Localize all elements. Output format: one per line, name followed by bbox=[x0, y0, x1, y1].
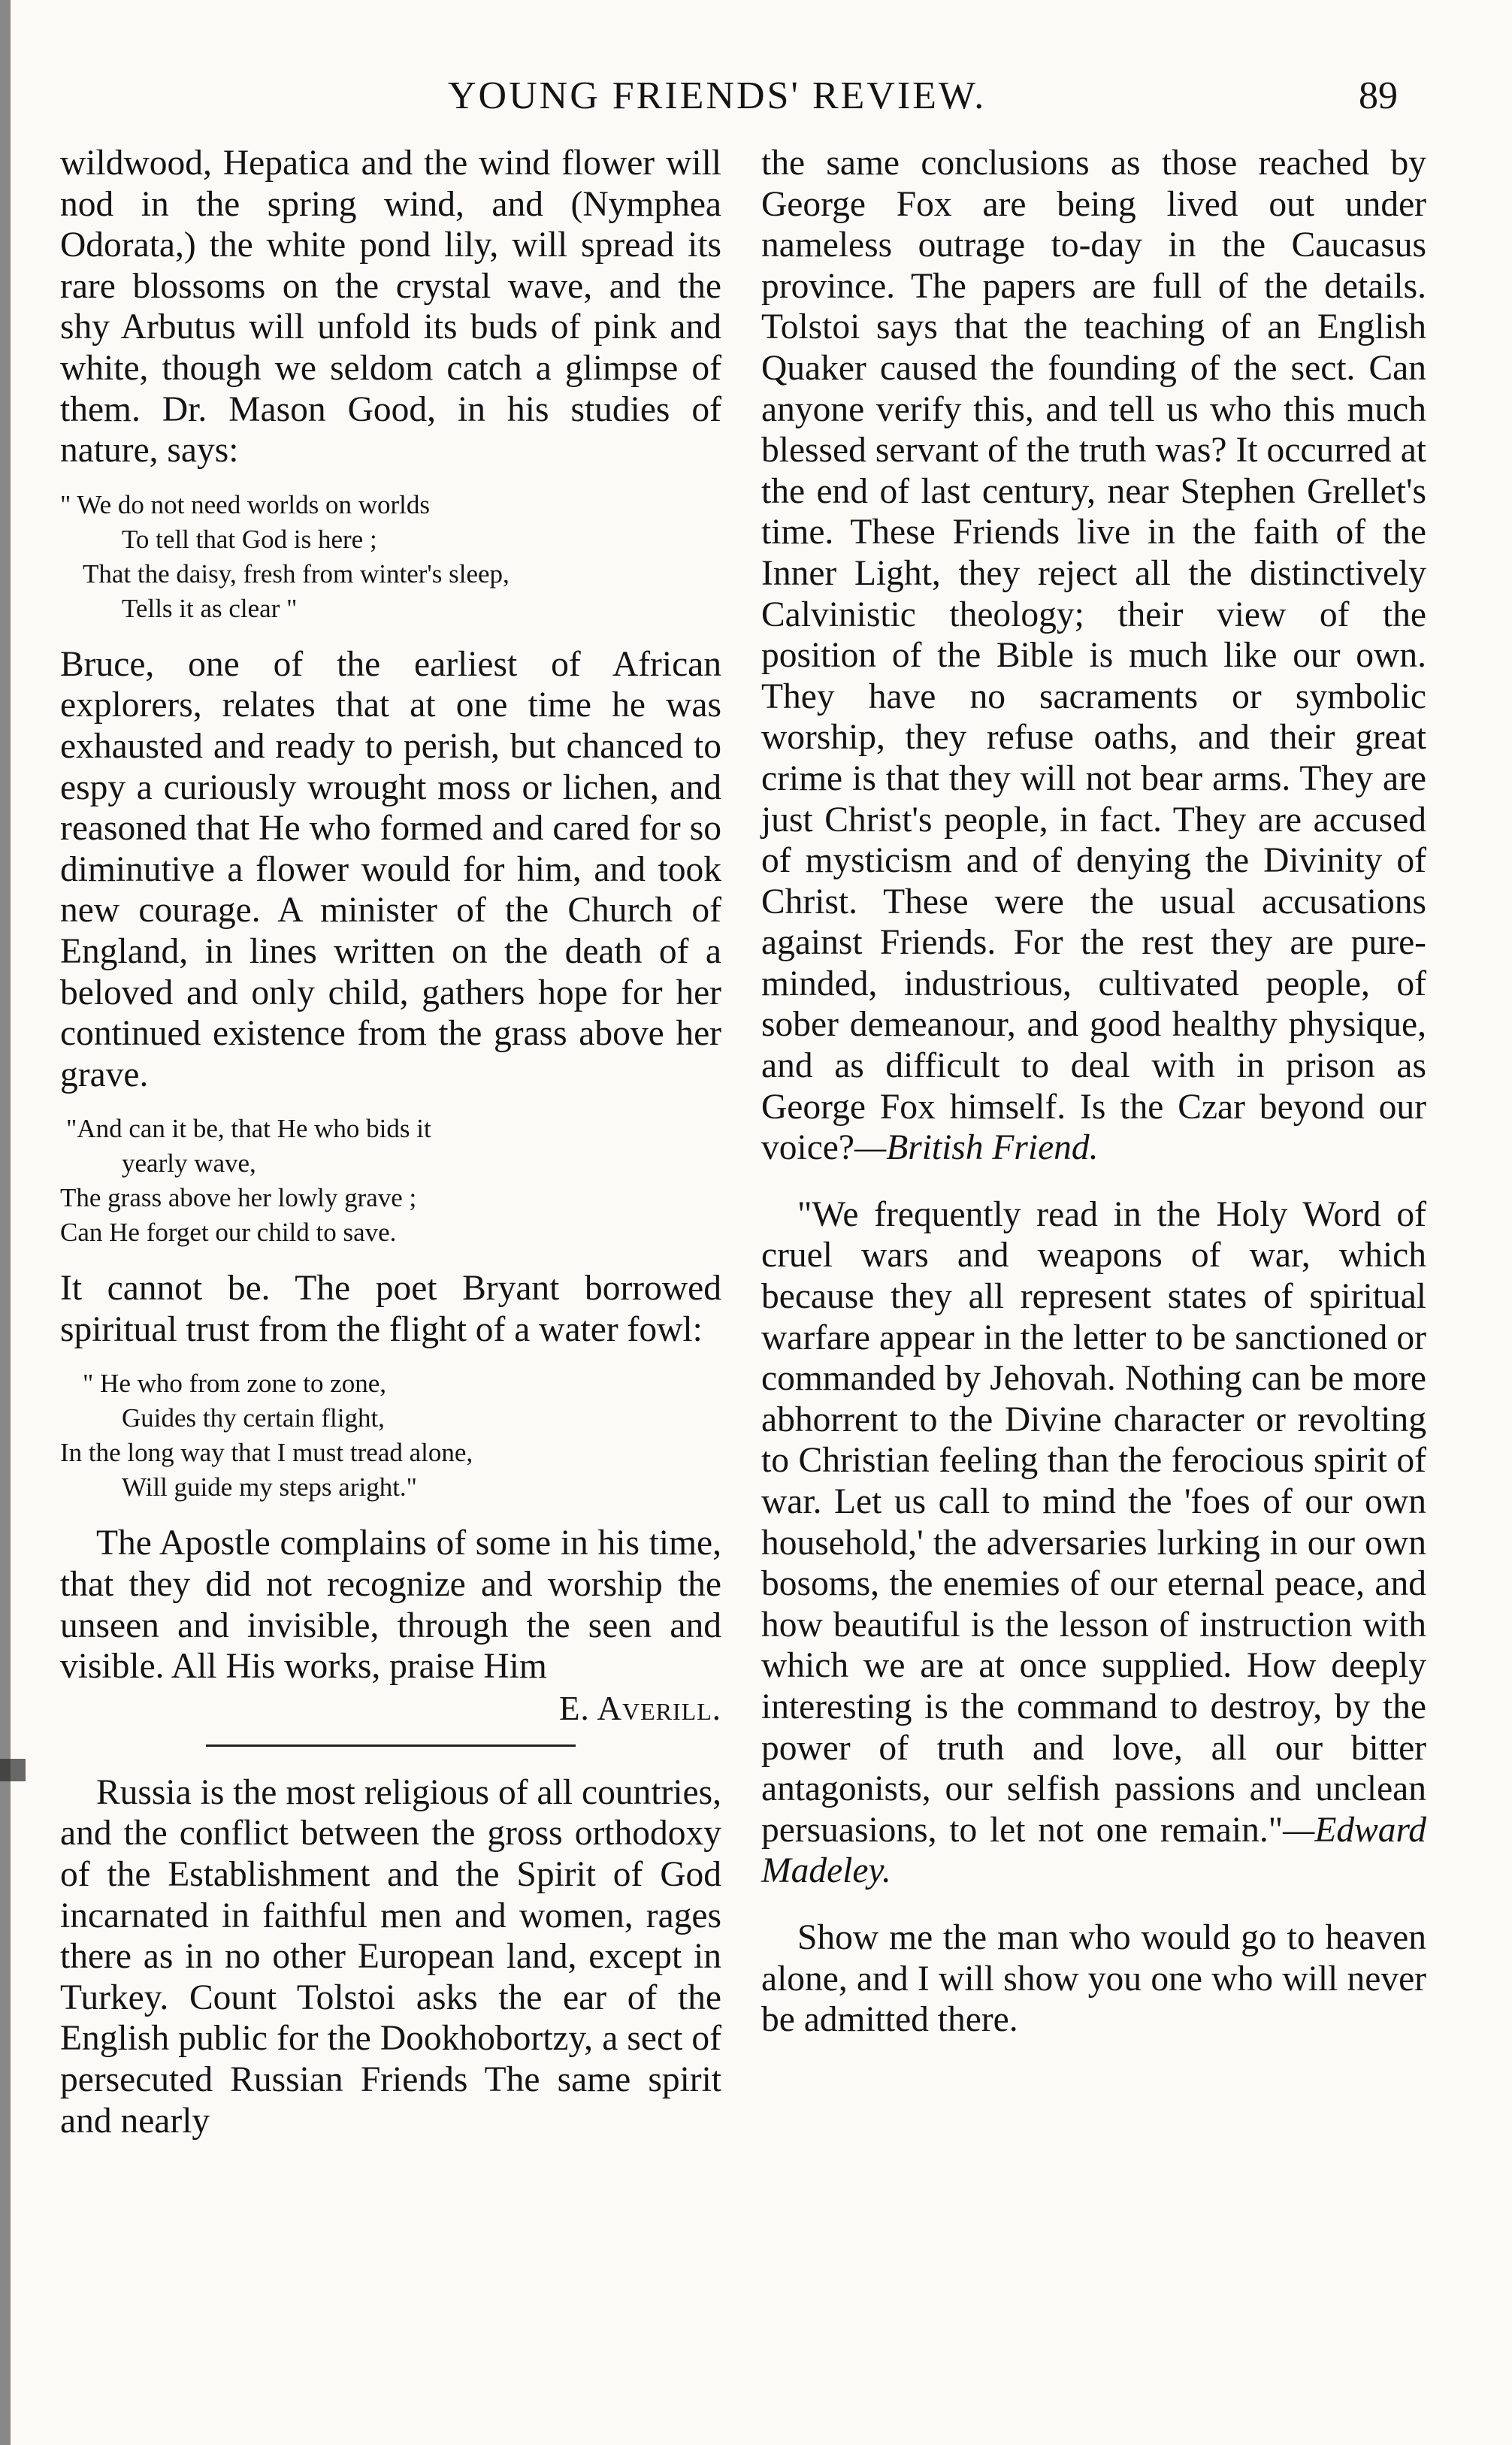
poem-line: "And can it be, that He who bids it bbox=[66, 1114, 431, 1144]
paragraph-text: "We frequently read in the Holy Word of cruel wars and weapons of war, which because they all represent states of spiritual warfare appear in the letter to be sanctioned or commanded by Jehovah. Nothing can be more abhorrent to the Divine character or revolting to Christian feeling than the ferocious spirit of war. Let us call to mind the 'foes of our own household,' the adversaries lurking in our own bosoms, the enemies of our eternal peace, and how beautiful is the lesson of instruction with which we are at once supplied. How deeply interesting is the command to destroy, by the power of truth and love, all our bitter antagonists, our selfish passions and unclean persuasions, to let not one remain." bbox=[761, 1194, 1426, 1850]
scan-binding-edge bbox=[0, 0, 11, 2445]
poem-line: The grass above her lowly grave ; bbox=[60, 1183, 417, 1213]
poem-line: That the daisy, fresh from winter's sleep, bbox=[83, 558, 510, 589]
poem-grave bbox=[60, 1112, 721, 1250]
source-attribution: —British Friend. bbox=[854, 1128, 1099, 1168]
paragraph-bryant: It cannot be. The poet Bryant borrowed spiritual trust from the flight of a water fowl: bbox=[60, 1269, 721, 1349]
poem-water-fowl bbox=[60, 1366, 721, 1505]
paragraph-dookhobortzy bbox=[761, 143, 1426, 1169]
paragraph-russia: Russia is the most religious of all countries, and the conflict between the gross orthodoxy of the Establishment and the Spirit of God incarnated in faithful men and women, rages there as in no other European land, except in Turkey. Count Tolstoi asks the ear of the English public for the Dookhobortzy, a sect of persecuted Russian Friends The same spirit and nearly bbox=[60, 1772, 721, 2141]
paragraph-wildflowers: wildwood, Hepatica and the wind flower will nod in the spring wind, and (Nymphea Odorata,) the white pond lily, will spread its rare blossoms on the crystal wave, and the shy Arbutus will unfold its buds of pink and white, though we seldom catch a glimpse of them. Dr. Mason Good, in his studies of nature, says: bbox=[60, 144, 721, 471]
paragraph-bruce: Bruce, one of the earliest of African explorers, relates that at one time he was exhausted and ready to perish, but chanced to espy a curiously wrought moss or lichen, and reasoned that He who formed and cared for so diminutive a flower would for him, and took new courage. A minister of the Church of England, in lines written on the death of a beloved and only child, gathers hope for her continued existence from the grass above her grave. bbox=[60, 644, 721, 1094]
paragraph-text: the same conclusions as those reached by George Fox are being lived out under nameless outrage to-day in the Caucasus province. The papers are full of the details. Tolstoi says that the teaching of an English Quaker caused the founding of the sect. Can anyone verify this, and tell us who this much blessed servant of the truth was? It occurred at the end of last century, near Stephen Grellet's time. These Friends live in the faith of the Inner Light, they reject all the distinctively Calvinistic theology; their view of the position of the Bible is much like our own. They have no sacraments or symbolic worship, they refuse oaths, and their great crime is that they will not bear arms. They are just Christ's people, in fact. They are accused of mysticism and of denying the Divinity of Christ. These were the usual accusations against Friends. For the rest they are pure-minded, industrious, cultivated people, of sober demeanour, and good healthy physique, and as difficult to deal with in prison as George Fox himself. Is the Czar beyond our voice? bbox=[761, 144, 1426, 1168]
scan-edge-mark bbox=[0, 1759, 26, 1781]
poem-line: " We do not need worlds on worlds bbox=[60, 489, 431, 519]
section-divider bbox=[206, 1744, 576, 1747]
source-attribution: —Edward Madeley. bbox=[761, 1810, 1426, 1891]
paragraph-apostle: The Apostle complains of some in his time, that they did not recognize and worship the unseen and invisible, through the seen and visible. All His works, praise Him bbox=[60, 1524, 721, 1687]
poem-line: " He who from zone to zone, bbox=[83, 1369, 387, 1399]
running-title: YOUNG FRIENDS' REVIEW. bbox=[448, 74, 987, 117]
poem-mason-good bbox=[60, 488, 721, 626]
poem-line: In the long way that I must tread alone, bbox=[60, 1438, 473, 1468]
poem-line: Guides thy certain flight, bbox=[122, 1403, 385, 1433]
paragraph-spiritual-warfare bbox=[761, 1194, 1426, 1892]
poem-line: To tell that God is here ; bbox=[122, 524, 377, 554]
paragraph-gap bbox=[761, 1892, 1426, 1917]
right-column bbox=[761, 143, 1426, 2041]
left-column bbox=[60, 143, 721, 2141]
author-signature: E. Averill. bbox=[558, 1689, 721, 1727]
poem-line: Will guide my steps aright." bbox=[122, 1472, 417, 1502]
poem-line: Tells it as clear " bbox=[122, 593, 298, 623]
page-header bbox=[0, 74, 1512, 134]
paragraph-heaven-alone: Show me the man who would go to heaven alone, and I will show you one who will never be admitted there. bbox=[761, 1917, 1426, 2040]
poem-line: yearly wave, bbox=[122, 1148, 256, 1179]
page-number: 89 bbox=[1359, 74, 1398, 117]
poem-line: Can He forget our child to save. bbox=[60, 1218, 397, 1248]
paragraph-gap bbox=[761, 1169, 1426, 1194]
